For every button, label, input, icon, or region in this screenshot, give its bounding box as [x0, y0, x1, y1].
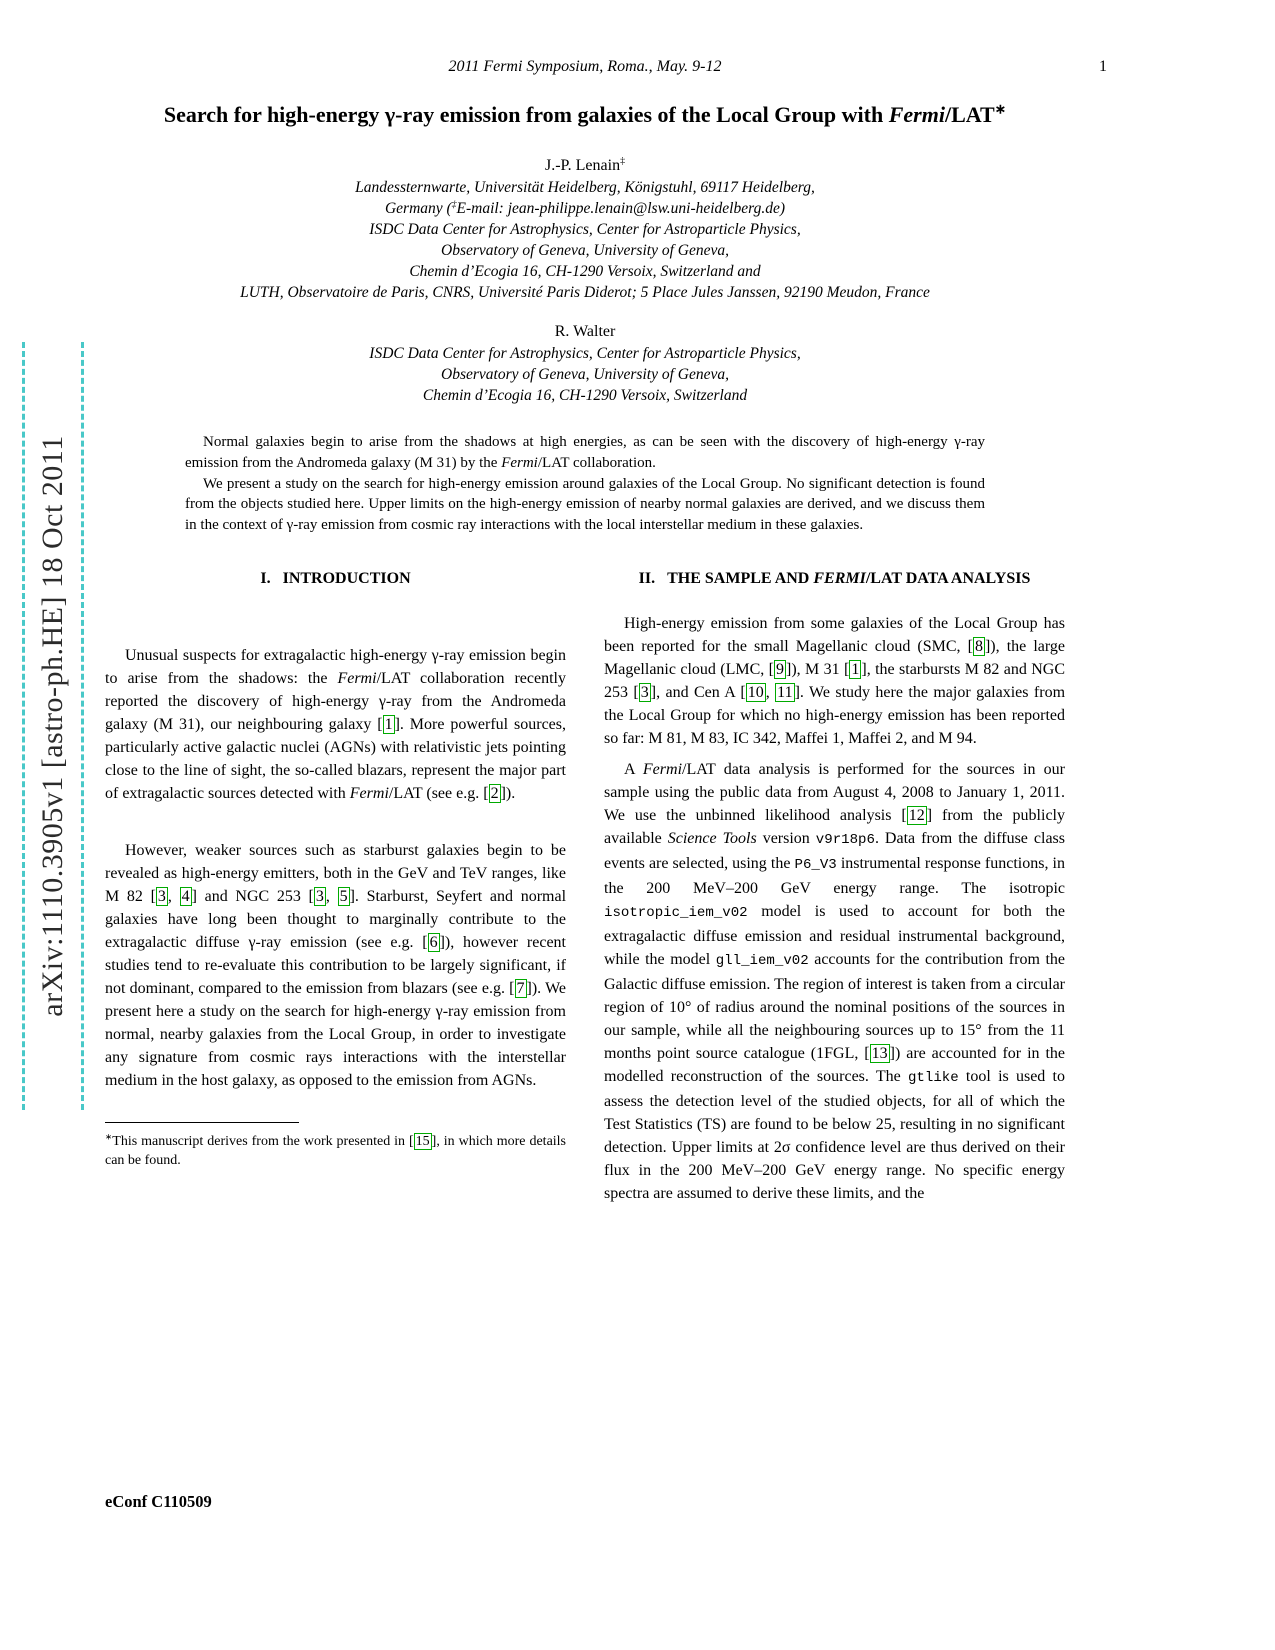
- affiliation-line: Observatory of Geneva, University of Geneva,: [441, 366, 729, 383]
- citation-link[interactable]: 6: [429, 933, 438, 951]
- page-number: 1: [1099, 58, 1107, 75]
- italic-text: Fermi: [501, 454, 538, 471]
- superscript-marker: ‡: [620, 155, 626, 167]
- left-column: [105, 562, 566, 1205]
- two-column-body: [105, 562, 1065, 1205]
- footnote-text: ∗This manuscript derives from the work presented in [ 15 ], in which more details can be found.: [105, 1131, 567, 1169]
- body-paragraph: Unusual suspects for extragalactic high-energy γ-ray emission begin to arise from the shadows: the Fermi/LAT collaboration recently reported the discovery of high-energy γ-ray from the Andromeda galaxy (M 31), our neighbouring galaxy [ 1 ]. More powerful sources, particularly active galactic nuclei (AGNs) with relativistic jets pointing close to the line of sight, the so-called blazars, represent the major part of extragalactic sources detected with Fermi/LAT (see e.g. [ 2 ]).: [105, 646, 566, 802]
- monospace-text: v9r18p6: [815, 831, 875, 848]
- affiliation-line: Germany (‡E-mail: jean-philippe.lenain@lsw.uni-heidelberg.de): [384, 198, 785, 217]
- citation-link[interactable]: 12: [908, 806, 925, 824]
- monospace-text: P6_V3: [794, 856, 837, 873]
- section-heading-introduction: I. INTRODUCTION: [260, 569, 411, 587]
- footnote-rule: [105, 1122, 299, 1123]
- superscript-marker: ∗: [105, 1131, 113, 1142]
- paper-title: Search for high-energy γ-ray emission from galaxies of the Local Group with Fermi/LAT∗: [163, 101, 1007, 127]
- italic-text: FERMI: [813, 569, 866, 587]
- affiliation-line: Landessternwarte, Universität Heidelberg, Königstuhl, 69117 Heidelberg,: [355, 179, 815, 196]
- citation-link[interactable]: 7: [516, 979, 525, 997]
- italic-text: Science Tools: [667, 829, 757, 847]
- author-name: R. Walter: [554, 323, 616, 340]
- monospace-text: gtlike: [907, 1069, 959, 1086]
- italic-text: Fermi: [888, 102, 945, 127]
- citation-link[interactable]: 3: [315, 887, 324, 905]
- citation-link[interactable]: 2: [490, 784, 499, 802]
- affiliation-line: ISDC Data Center for Astrophysics, Center for Astroparticle Physics,: [369, 345, 801, 362]
- affiliation-line: LUTH, Observatoire de Paris, CNRS, Université Paris Diderot; 5 Place Jules Janssen, 92190 Meudon, France: [240, 284, 930, 301]
- citation-link[interactable]: 1: [384, 715, 393, 733]
- author-block-lenain: [105, 155, 1065, 303]
- affiliation-line: Observatory of Geneva, University of Geneva,: [441, 242, 729, 259]
- citation-link[interactable]: 11: [777, 683, 793, 701]
- conference-header-text: 2011 Fermi Symposium, Roma., May. 9-12: [448, 58, 722, 75]
- citation-link[interactable]: 9: [776, 660, 784, 678]
- citation-link[interactable]: 5: [339, 887, 348, 905]
- monospace-text: isotropic_iem_v02: [604, 904, 748, 921]
- body-paragraph: However, weaker sources such as starburst galaxies begin to be revealed as high-energy emitters, both in the GeV and TeV ranges, like M 82 [ 3 , 4 ] and NGC 253 [ 3 , 5 ]. Starburst, Seyfert and normal galaxies have long been thought to marginally contribute to the extragalactic diffuse γ-ray emission (see e.g. [ 6 ]), however recent studies tend to re-evaluate this contribution to be largely significant, if not dominant, compared to the emission from blazars (see e.g. [ 7 ]). We present here a study on the search for high-energy γ-ray emission from normal, nearby galaxies from the Local Group, in order to investigate any signature from cosmic rays interactions with the interstellar medium in the host galaxy, as opposed to the emission from AGNs.: [105, 841, 567, 1089]
- arxiv-stamp-text: arXiv:1110.3905v1 [astro-ph.HE] 18 Oct 2011: [36, 435, 69, 1017]
- citation-link[interactable]: 3: [640, 683, 649, 701]
- arxiv-stamp-link[interactable]: [22, 342, 84, 1110]
- affiliation-line: Chemin d’Ecogia 16, CH-1290 Versoix, Switzerland and: [409, 263, 761, 280]
- italic-text: Fermi: [642, 760, 683, 778]
- citation-link[interactable]: 1: [851, 660, 860, 678]
- italic-text: Fermi: [337, 669, 377, 687]
- superscript-marker: ‡: [451, 198, 457, 210]
- citation-link[interactable]: 15: [415, 1133, 430, 1149]
- body-paragraph: A Fermi/LAT data analysis is performed for the sources in our sample using the public data from August 4, 2008 to January 1, 2011. We use the unbinned likelihood analysis [ 12 ] from the publicly available Science Tools version v9r18p6. Data from the diffuse class events are selected, using the P6_V3 instrumental response functions, in the 200 MeV–200 GeV energy range. The isotropic isotropic_iem_v02 model is used to account for both the extragalactic diffuse emission and residual instrumental background, while the model gll_iem_v02 accounts for the contribution from the Galactic diffuse emission. The region of interest is taken from a circular region of 10° of radius around the nominal positions of the sources in our sample, while all the neighbouring sources up to 15° from the 11 months point source catalogue (1FGL, [ 13 ]) are accounted for in the modelled reconstruction of the sources. The gtlike tool is used to assess the detection level of the studied objects, for all of which the Test Statistics (TS) are found to be below 25, resulting in no significant detection. Upper limits at 2σ confidence level are thus derived on their flux in the 200 MeV–200 GeV energy range. No specific energy spectra are assumed to derive these limits, and the: [604, 760, 1066, 1202]
- affiliation-line: Chemin d’Ecogia 16, CH-1290 Versoix, Switzerland: [422, 387, 748, 404]
- right-column: [604, 562, 1065, 1205]
- paper-content: [105, 0, 1065, 1205]
- citation-link[interactable]: 8: [974, 637, 983, 655]
- abstract-paragraph: Normal galaxies begin to arise from the shadows at high energies, as can be seen with the discovery of high-energy γ-ray emission from the Andromeda galaxy (M 31) by the Fermi/LAT collaboration.: [185, 434, 985, 471]
- monospace-text: gll_iem_v02: [715, 952, 809, 969]
- body-paragraph: High-energy emission from some galaxies of the Local Group has been reported for the small Magellanic cloud (SMC, [ 8 ]), the large Magellanic cloud (LMC, [ 9 ]), M 31 [ 1 ], the starbursts M 82 and NGC 253 [ 3 ], and Cen A [ 10 , 11 ]. We study here the major galaxies from the Local Group for which no high-energy emission has been reported so far: M 81, M 83, IC 342, Maffei 1, Maffei 2, and M 94.: [604, 614, 1066, 747]
- citation-link[interactable]: 10: [747, 683, 764, 701]
- section-heading-sample-analysis: II. THE SAMPLE AND FERMI/LAT DATA ANALYSIS: [638, 569, 1031, 587]
- author-name: J.-P. Lenain‡: [544, 155, 626, 174]
- citation-link[interactable]: 13: [871, 1044, 888, 1062]
- author-block-walter: [105, 321, 1065, 406]
- econf-id: eConf C110509: [105, 1492, 212, 1511]
- italic-text: Fermi: [349, 784, 389, 802]
- affiliation-line: ISDC Data Center for Astrophysics, Center for Astroparticle Physics,: [369, 221, 801, 238]
- citation-link[interactable]: 4: [181, 887, 190, 905]
- abstract-paragraph: We present a study on the search for high-energy emission around galaxies of the Local Group. No significant detection is found from the objects studied here. Upper limits on the high-energy emission of nearby normal galaxies are derived, and we discuss them in the context of γ-ray emission from cosmic ray interactions with the local interstellar medium in these galaxies.: [185, 475, 985, 534]
- abstract: [185, 432, 985, 536]
- superscript-marker: ∗: [994, 101, 1007, 117]
- citation-link[interactable]: 3: [157, 887, 166, 905]
